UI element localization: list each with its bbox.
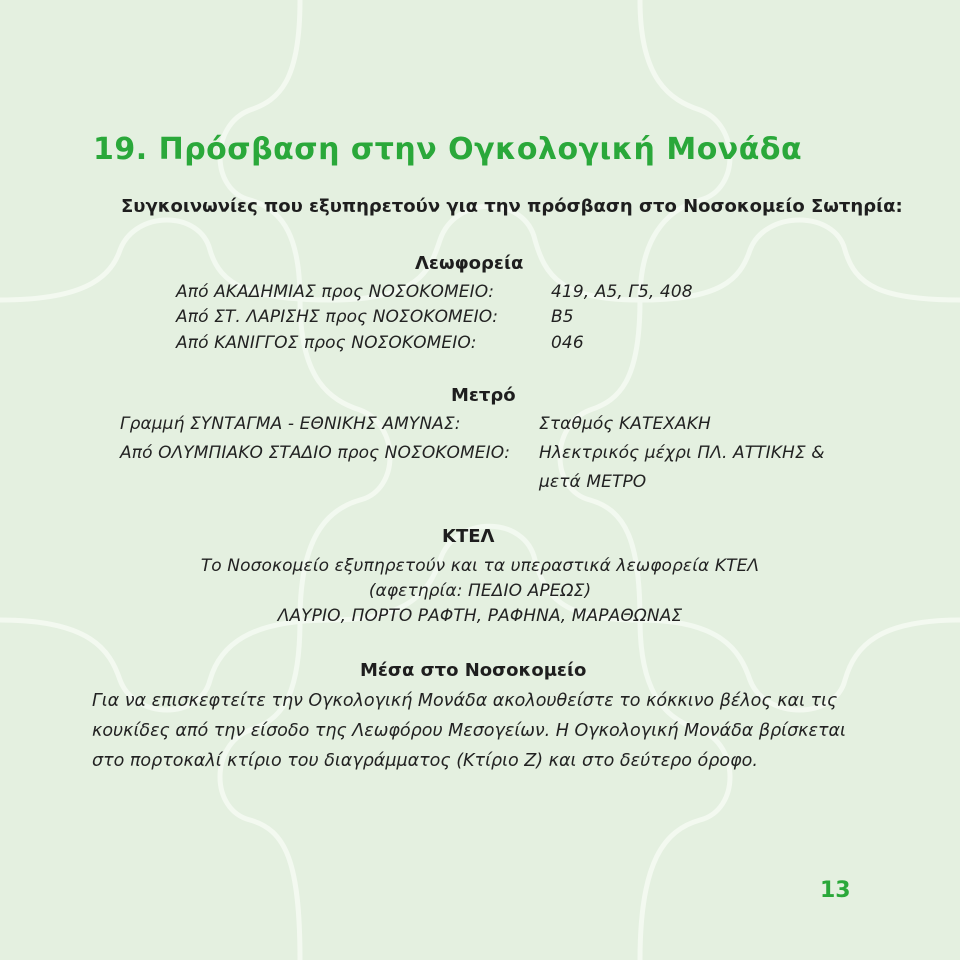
page-number: 13 bbox=[820, 878, 851, 903]
inside-line-2: κουκίδες από την είσοδο της Λεωφόρου Μεσογείων. Η Ογκολογική Μονάδα βρίσκεται bbox=[92, 721, 846, 741]
bus-lines-1: 419, Α5, Γ5, 408 bbox=[551, 282, 693, 302]
ktel-line-2: (αφετηρία: ΠΕΔΙΟ ΑΡΕΩΣ) bbox=[368, 581, 592, 601]
metro-route-2: Από ΟΛΥΜΠΙΑΚΟ ΣΤΑΔΙΟ προς ΝΟΣΟΚΟΜΕΙΟ: bbox=[120, 443, 511, 463]
ktel-line-3: ΛΑΥΡΙΟ, ΠΟΡΤΟ ΡΑΦΤΗ, ΡΑΦΗΝΑ, ΜΑΡΑΘΩΝΑΣ bbox=[277, 606, 683, 626]
metro-info-1: Σταθμός ΚΑΤΕΧΑΚΗ bbox=[539, 414, 711, 434]
bus-lines-2: Β5 bbox=[551, 307, 574, 327]
ktel-heading: ΚΤΕΛ bbox=[442, 526, 495, 547]
metro-info-2: Ηλεκτρικός μέχρι ΠΛ. ΑΤΤΙΚΗΣ & bbox=[539, 443, 825, 463]
metro-route-1: Γραμμή ΣΥΝΤΑΓΜΑ - ΕΘΝΙΚΗΣ ΑΜΥΝΑΣ: bbox=[120, 414, 461, 434]
metro-heading: Μετρό bbox=[451, 385, 516, 406]
inside-paragraph bbox=[92, 686, 882, 776]
metro-info-2-cont: μετά ΜΕΤΡΟ bbox=[539, 472, 647, 492]
bus-route-2: Από ΣΤ. ΛΑΡΙΣΗΣ προς ΝΟΣΟΚΟΜΕΙΟ: bbox=[176, 307, 499, 327]
ktel-line-1: Το Νοσοκομείο εξυπηρετούν και τα υπεραστικά λεωφορεία ΚΤΕΛ bbox=[200, 556, 760, 576]
inside-line-3: στο πορτοκαλί κτίριο του διαγράμματος (Κτίριο Ζ) και στο δεύτερο όροφο. bbox=[92, 751, 758, 771]
bus-route-3: Από ΚΑΝΙΓΓΟΣ προς ΝΟΣΟΚΟΜΕΙΟ: bbox=[176, 333, 477, 353]
page-title: 19. Πρόσβαση στην Ογκολογική Μονάδα bbox=[93, 132, 803, 167]
bus-route-1: Από ΑΚΑΔΗΜΙΑΣ προς ΝΟΣΟΚΟΜΕΙΟ: bbox=[176, 282, 495, 302]
page-subtitle: Συγκοινωνίες που εξυπηρετούν για την πρόσβαση στο Νοσοκομείο Σωτηρία: bbox=[121, 196, 903, 217]
bus-lines-3: 046 bbox=[551, 333, 584, 353]
bus-heading: Λεωφορεία bbox=[415, 253, 524, 274]
inside-line-1: Για να επισκεφτείτε την Ογκολογική Μονάδα ακολουθείστε το κόκκινο βέλος και τις bbox=[92, 691, 838, 711]
inside-heading: Μέσα στο Νοσοκομείο bbox=[360, 660, 587, 681]
